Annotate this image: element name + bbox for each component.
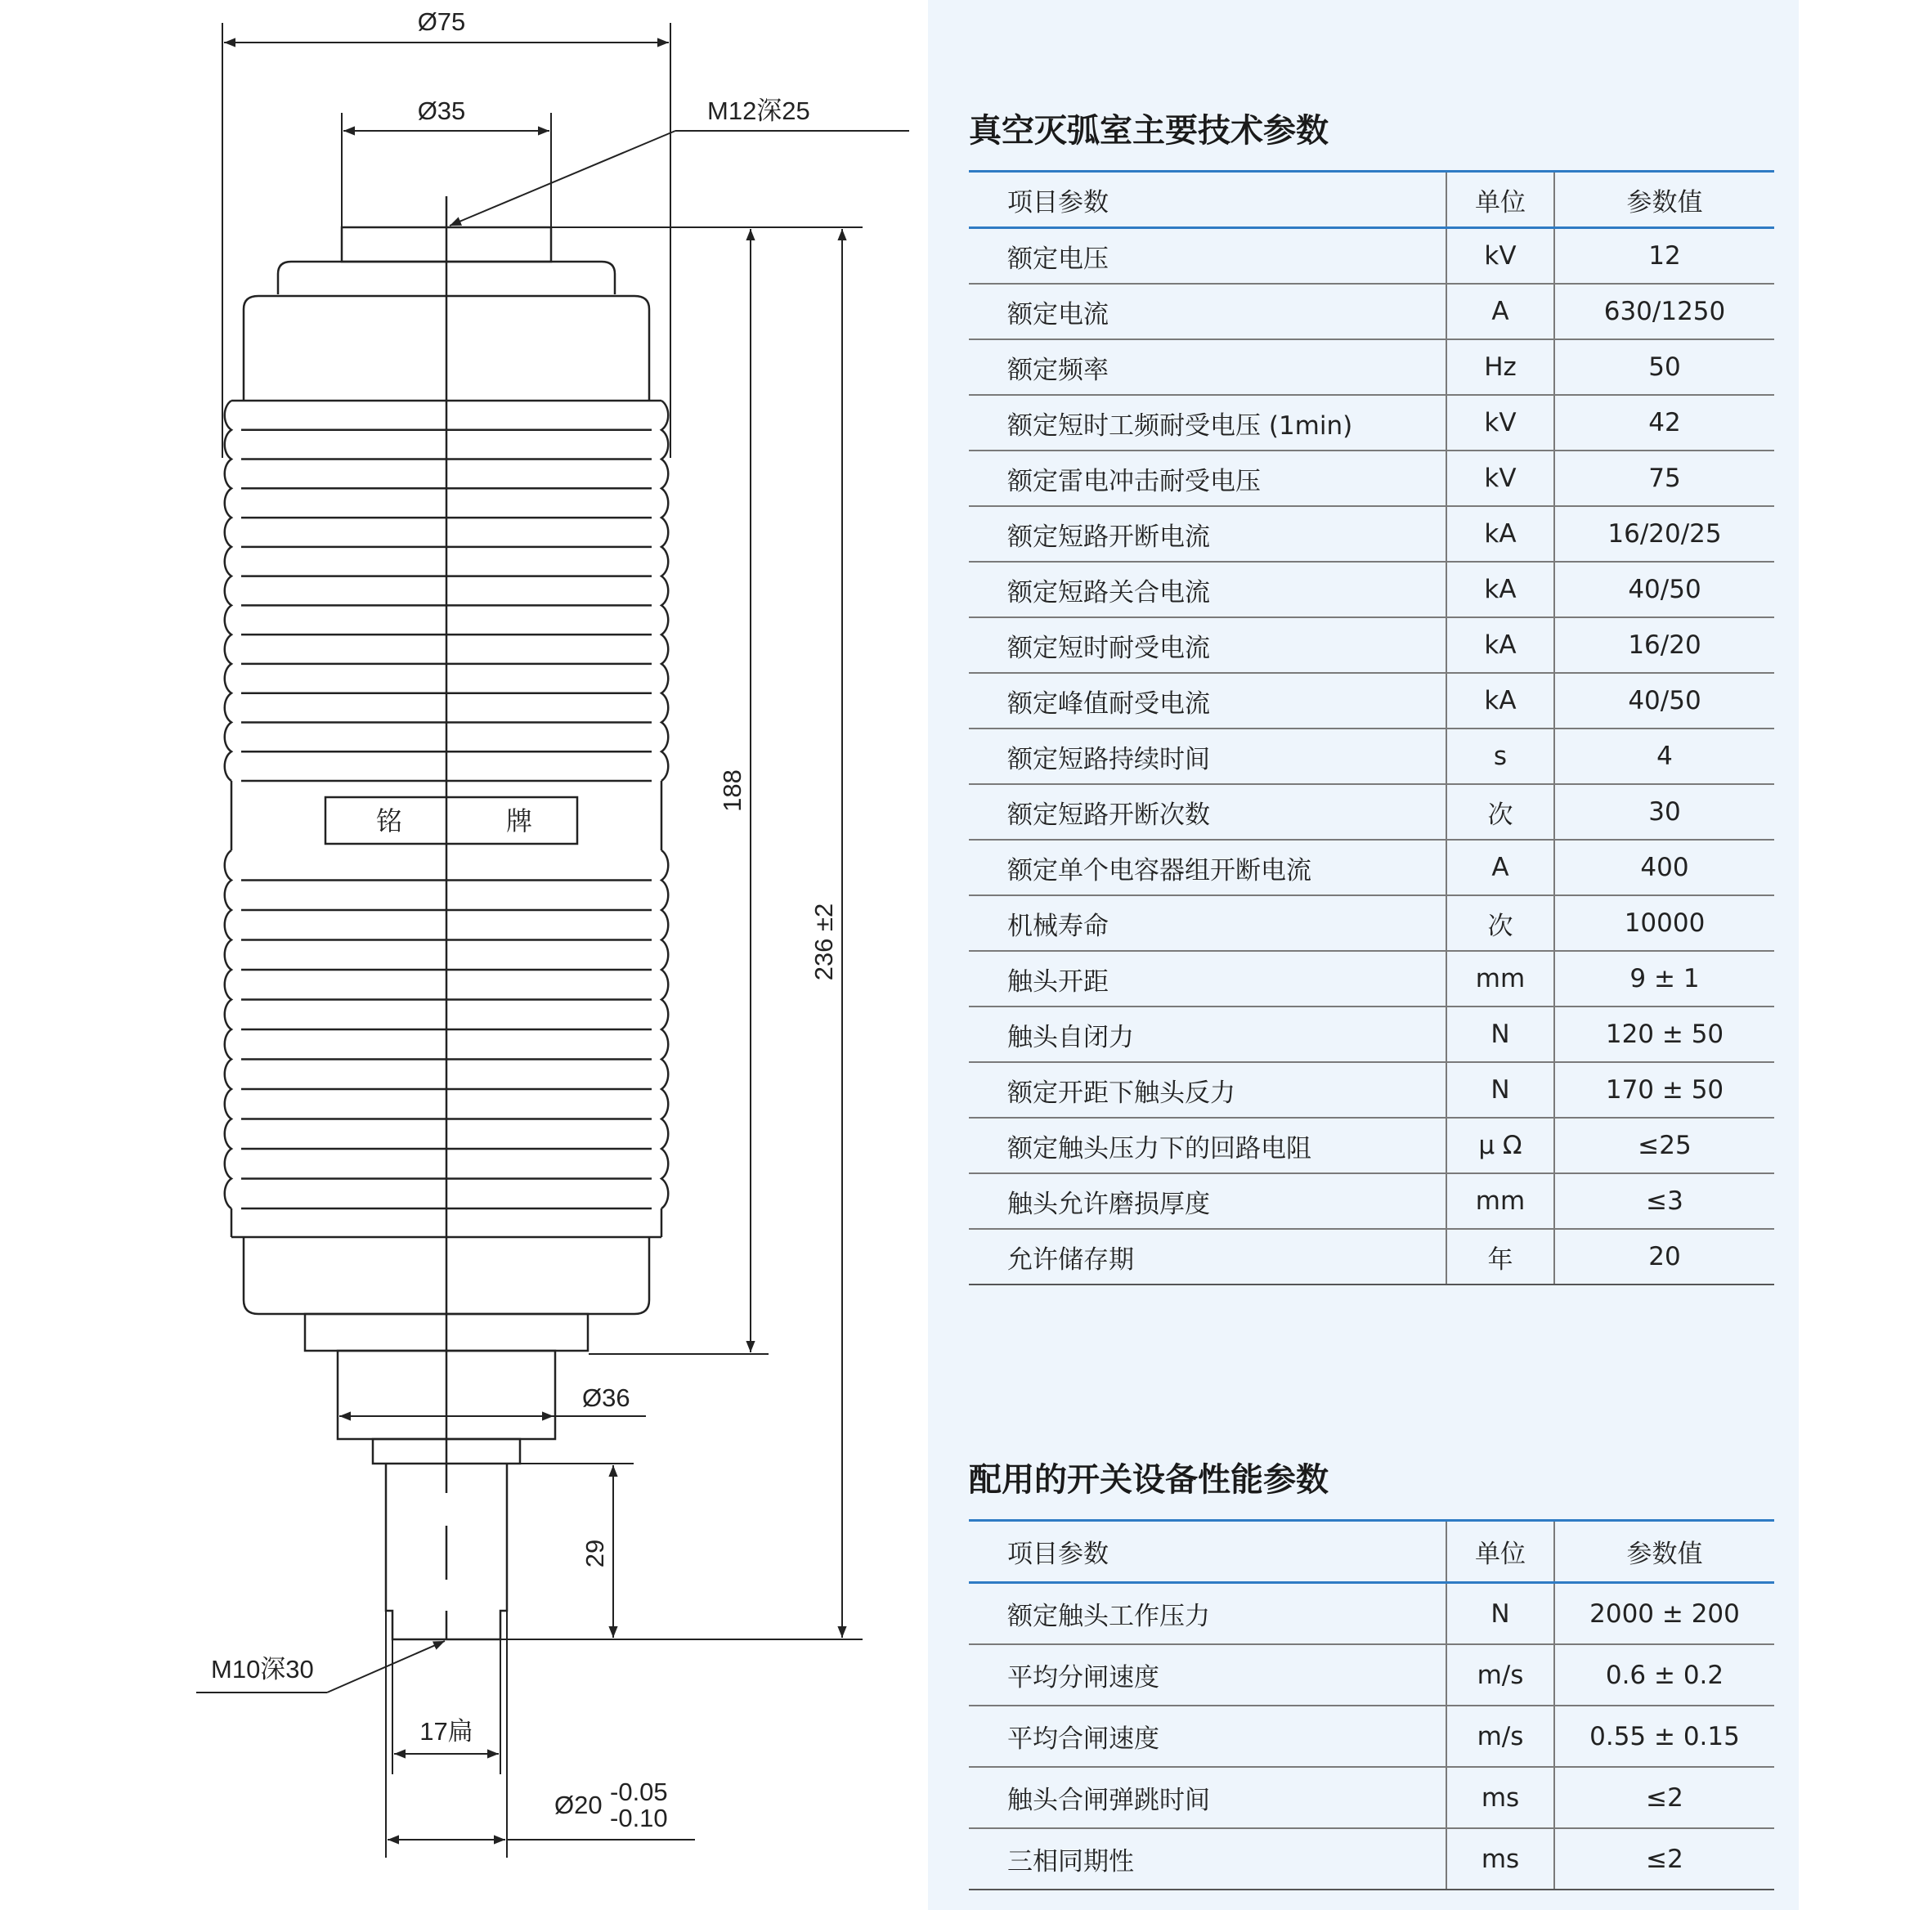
param-value: 0.55 ± 0.15 — [1554, 1706, 1774, 1767]
param-value: 50 — [1554, 339, 1774, 395]
switchgear-spec-section — [969, 1455, 1774, 1890]
param-name: 额定单个电容器组开断电流 — [969, 840, 1446, 895]
param-value: 16/20/25 — [1554, 506, 1774, 562]
param-value: ≤2 — [1554, 1828, 1774, 1890]
param-value: 400 — [1554, 840, 1774, 895]
switchgear-spec-table — [969, 1519, 1774, 1890]
param-unit: A — [1446, 284, 1554, 339]
param-value: 40/50 — [1554, 562, 1774, 617]
param-value: 630/1250 — [1554, 284, 1774, 339]
dim-top-terminal: Ø35 — [417, 96, 466, 125]
param-unit: 年 — [1446, 1229, 1554, 1285]
header-item: 项目参数 — [969, 1521, 1446, 1583]
param-unit: m/s — [1446, 1706, 1554, 1767]
dim-stem-diameter: Ø20 — [554, 1791, 603, 1819]
param-name: 触头允许磨损厚度 — [969, 1173, 1446, 1229]
param-name: 额定电压 — [969, 228, 1446, 285]
table1-title: 真空灭弧室主要技术参数 — [969, 112, 1329, 150]
param-name: 额定短路持续时间 — [969, 729, 1446, 784]
header-value: 参数值 — [1554, 172, 1774, 228]
spec-panel — [928, 0, 1799, 1910]
table-row — [969, 729, 1774, 784]
param-value: 4 — [1554, 729, 1774, 784]
param-name: 额定短时工频耐受电压 (1min) — [969, 395, 1446, 451]
param-unit: N — [1446, 1062, 1554, 1118]
param-value: 9 ± 1 — [1554, 951, 1774, 1007]
table-row — [969, 1706, 1774, 1767]
param-unit: kA — [1446, 506, 1554, 562]
param-unit: kV — [1446, 451, 1554, 506]
param-name: 平均分闸速度 — [969, 1644, 1446, 1706]
param-name: 额定触头压力下的回路电阻 — [969, 1118, 1446, 1173]
dim-top-thread: M12深25 — [707, 96, 810, 125]
param-name: 触头开距 — [969, 951, 1446, 1007]
nameplate-left: 铭 — [375, 806, 403, 836]
param-name: 额定触头工作压力 — [969, 1583, 1446, 1645]
param-unit: kA — [1446, 562, 1554, 617]
dimension-labels — [211, 7, 838, 1832]
param-name: 额定短时耐受电流 — [969, 617, 1446, 673]
param-value: 16/20 — [1554, 617, 1774, 673]
table-row — [969, 1229, 1774, 1285]
param-unit: mm — [1446, 951, 1554, 1007]
param-value: ≤2 — [1554, 1767, 1774, 1828]
table-header-row — [969, 1521, 1774, 1583]
param-value: 40/50 — [1554, 673, 1774, 729]
table-row — [969, 284, 1774, 339]
dim-stem-length: 29 — [580, 1539, 609, 1568]
dim-height-main: 188 — [718, 769, 746, 812]
param-name: 平均合闸速度 — [969, 1706, 1446, 1767]
table-row — [969, 784, 1774, 840]
dim-outer-diameter: Ø75 — [417, 7, 466, 36]
table-row — [969, 895, 1774, 951]
param-unit: kV — [1446, 228, 1554, 285]
table-row — [969, 339, 1774, 395]
dim-bottom-flange: Ø36 — [582, 1383, 630, 1412]
table-row — [969, 1828, 1774, 1890]
table-row — [969, 451, 1774, 506]
param-name: 额定短路开断次数 — [969, 784, 1446, 840]
param-name: 触头自闭力 — [969, 1007, 1446, 1062]
table-row — [969, 840, 1774, 895]
param-value: ≤3 — [1554, 1173, 1774, 1229]
param-value: 10000 — [1554, 895, 1774, 951]
header-item: 项目参数 — [969, 172, 1446, 228]
header-unit: 单位 — [1446, 172, 1554, 228]
table-row — [969, 617, 1774, 673]
param-unit: N — [1446, 1583, 1554, 1645]
param-unit: kV — [1446, 395, 1554, 451]
param-name: 额定峰值耐受电流 — [969, 673, 1446, 729]
param-name: 触头合闸弹跳时间 — [969, 1767, 1446, 1828]
interrupter-spec-section — [969, 106, 1774, 1285]
param-value: 12 — [1554, 228, 1774, 285]
param-value: 2000 ± 200 — [1554, 1583, 1774, 1645]
param-unit: A — [1446, 840, 1554, 895]
header-value: 参数值 — [1554, 1521, 1774, 1583]
table-header-row — [969, 172, 1774, 228]
param-unit: N — [1446, 1007, 1554, 1062]
param-name: 额定雷电冲击耐受电压 — [969, 451, 1446, 506]
dim-height-total: 236 ±2 — [809, 903, 838, 981]
param-unit: m/s — [1446, 1644, 1554, 1706]
interrupter-spec-table — [969, 170, 1774, 1285]
table-row — [969, 1007, 1774, 1062]
interrupter-drawing — [0, 0, 928, 1910]
param-unit: 次 — [1446, 895, 1554, 951]
table-row — [969, 1118, 1774, 1173]
param-name: 额定电流 — [969, 284, 1446, 339]
table-row — [969, 1644, 1774, 1706]
dim-tol-upper: -0.05 — [610, 1778, 668, 1806]
param-value: 0.6 ± 0.2 — [1554, 1644, 1774, 1706]
table2-title: 配用的开关设备性能参数 — [969, 1461, 1329, 1499]
param-unit: μ Ω — [1446, 1118, 1554, 1173]
param-unit: kA — [1446, 673, 1554, 729]
param-name: 额定开距下触头反力 — [969, 1062, 1446, 1118]
param-value: 170 ± 50 — [1554, 1062, 1774, 1118]
param-value: 75 — [1554, 451, 1774, 506]
param-value: 20 — [1554, 1229, 1774, 1285]
param-name: 三相同期性 — [969, 1828, 1446, 1890]
param-value: ≤25 — [1554, 1118, 1774, 1173]
param-unit: kA — [1446, 617, 1554, 673]
nameplate-right: 牌 — [505, 806, 533, 836]
table-row — [969, 951, 1774, 1007]
param-name: 额定短路开断电流 — [969, 506, 1446, 562]
param-unit: ms — [1446, 1767, 1554, 1828]
table-row — [969, 395, 1774, 451]
dim-tol-lower: -0.10 — [610, 1804, 668, 1832]
param-value: 30 — [1554, 784, 1774, 840]
dim-bottom-thread: M10深30 — [211, 1655, 314, 1684]
table-row — [969, 506, 1774, 562]
table-row — [969, 1767, 1774, 1828]
header-unit: 单位 — [1446, 1521, 1554, 1583]
param-unit: ms — [1446, 1828, 1554, 1890]
param-unit: Hz — [1446, 339, 1554, 395]
table-row — [969, 228, 1774, 285]
param-value: 42 — [1554, 395, 1774, 451]
param-name: 额定短路关合电流 — [969, 562, 1446, 617]
param-unit: 次 — [1446, 784, 1554, 840]
dim-flat-width: 17扁 — [419, 1717, 473, 1746]
table-row — [969, 1173, 1774, 1229]
param-name: 机械寿命 — [969, 895, 1446, 951]
table-row — [969, 1583, 1774, 1645]
table-row — [969, 1062, 1774, 1118]
param-unit: s — [1446, 729, 1554, 784]
table-row — [969, 673, 1774, 729]
param-name: 额定频率 — [969, 339, 1446, 395]
param-value: 120 ± 50 — [1554, 1007, 1774, 1062]
param-name: 允许储存期 — [969, 1229, 1446, 1285]
table-row — [969, 562, 1774, 617]
param-unit: mm — [1446, 1173, 1554, 1229]
